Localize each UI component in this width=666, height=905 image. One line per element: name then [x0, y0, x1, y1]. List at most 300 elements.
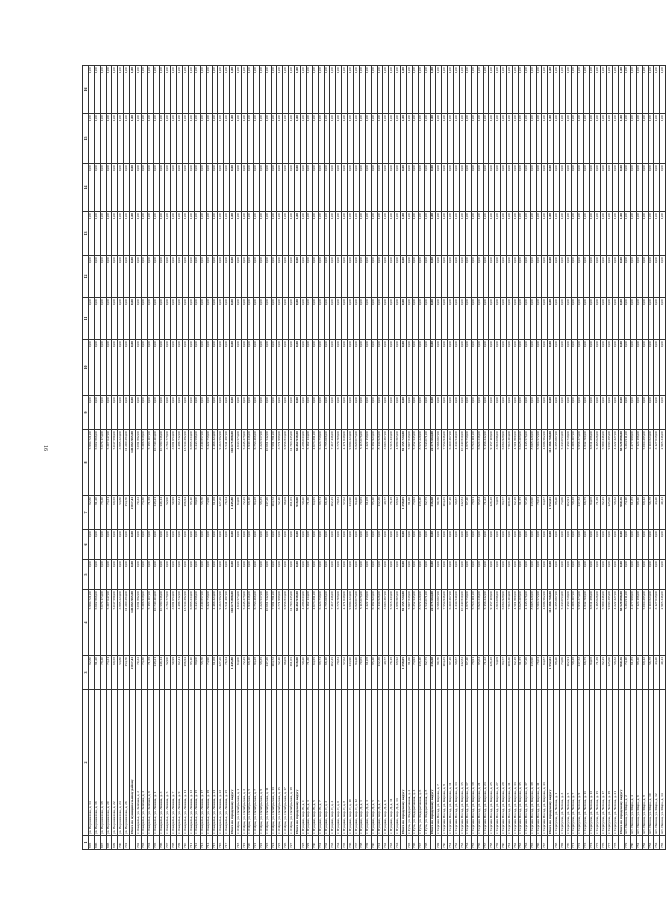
table-cell: 1,00	[247, 212, 253, 256]
table-cell: 154,70	[124, 496, 130, 530]
table-cell: 3 771 998,00	[277, 430, 283, 496]
table-cell: 0,00	[289, 560, 295, 590]
table-cell: 10 730 404,00	[153, 590, 159, 656]
table-cell: 73,93	[412, 496, 418, 530]
table-cell: 94,20	[353, 656, 359, 690]
table-cell: 762	[513, 836, 519, 850]
table-cell: 1,00	[377, 66, 383, 114]
table-cell: 6 924 236,00	[477, 430, 483, 496]
table-cell: 0,00	[524, 396, 530, 430]
table-cell: 88,74	[318, 496, 324, 530]
table-cell: 9 956 373,00	[577, 430, 583, 496]
table-cell: 1,00	[577, 114, 583, 164]
table-cell: 5 115 076,00	[359, 430, 365, 496]
table-cell: 70,65	[359, 496, 365, 530]
table-cell: 1,00	[194, 212, 200, 256]
table-cell: 696	[94, 836, 100, 850]
table-cell: 729	[306, 836, 312, 850]
table-cell: 4 879 759,00	[465, 430, 471, 496]
table-cell: 1,00	[242, 114, 248, 164]
table-cell: 58,32	[613, 496, 619, 530]
table-cell: 64,55	[312, 496, 318, 530]
table-cell: 0,00	[324, 340, 330, 396]
table-cell: 0,00	[624, 340, 630, 396]
table-cell: 0,00	[359, 396, 365, 430]
table-cell: 0,00	[642, 396, 648, 430]
table-cell: 0,00	[560, 340, 566, 396]
table-cell: 0,00	[383, 164, 389, 212]
table-cell: 0,00	[189, 298, 195, 340]
table-cell: 0,00	[448, 530, 454, 560]
table-cell: 148,21	[153, 656, 159, 690]
table-cell: 0,00	[377, 530, 383, 560]
table-cell: 1,00	[542, 114, 548, 164]
table-cell: 59,48	[571, 656, 577, 690]
table-cell: 61,69	[212, 496, 218, 530]
table-cell: 1,00	[542, 212, 548, 256]
table-cell: 112,36	[377, 656, 383, 690]
table-cell: г. Пущино, мкр. В, д. 5	[312, 690, 318, 836]
table-cell: 5 504 572,00	[536, 590, 542, 656]
table-cell: 0,00	[436, 256, 442, 298]
table-cell: 1,00	[566, 114, 572, 164]
table-cell: 0,00	[430, 530, 436, 560]
table-cell: 0,00	[200, 298, 206, 340]
table-cell: 1,00	[342, 212, 348, 256]
table-cell: 1,00	[636, 66, 642, 114]
table-cell: 52,10	[277, 656, 283, 690]
table-cell: 0,00	[295, 396, 301, 430]
table-cell: 1,00	[183, 114, 189, 164]
table-cell: 1,00	[607, 66, 613, 114]
table-cell: 12	[83, 256, 89, 298]
table-cell: 1,00	[200, 114, 206, 164]
table-cell: 0,00	[607, 298, 613, 340]
table-cell: 4 334 540,00	[454, 590, 460, 656]
table-cell: 0,00	[595, 530, 601, 560]
table-cell: 1,00	[295, 114, 301, 164]
table-cell: 9 694 324,00	[348, 430, 354, 496]
table-cell: 0,00	[418, 256, 424, 298]
table-cell: 0,00	[607, 530, 613, 560]
table-cell: 0,00	[401, 256, 407, 298]
table-cell: 79,83	[336, 496, 342, 530]
table-cell: 768	[554, 836, 560, 850]
table-cell: 71,59	[147, 496, 153, 530]
table-cell: 6 602 866,00	[94, 590, 100, 656]
table-cell: 0,00	[471, 164, 477, 212]
table-cell: 4 286 033,00	[300, 590, 306, 656]
table-cell: 0,00	[601, 530, 607, 560]
table-cell: 0,00	[277, 530, 283, 560]
table-cell: 13 534 392,00	[183, 590, 189, 656]
table-cell: 0,00	[224, 530, 230, 560]
table-cell: 1,00	[501, 212, 507, 256]
table-cell: 1,00	[548, 66, 554, 114]
table-cell: 1,00	[118, 212, 124, 256]
table-cell: 0,00	[365, 396, 371, 430]
table-cell: 1,00	[501, 114, 507, 164]
table-cell: 0,00	[595, 298, 601, 340]
table-cell: 1,00	[389, 66, 395, 114]
table-cell: 62,11	[177, 496, 183, 530]
table-cell: 1,00	[289, 66, 295, 114]
table-cell: 0,00	[542, 530, 548, 560]
table-cell: 1,00	[513, 66, 519, 114]
table-cell: 0,00	[583, 530, 589, 560]
table-cell: 0,00	[159, 560, 165, 590]
table-cell: 0,00	[660, 298, 666, 340]
table-cell: 94,08	[589, 496, 595, 530]
table-cell: пгт. Пешки, ул. Мира, д. 6	[636, 690, 642, 836]
table-cell: 0,00	[200, 256, 206, 298]
table-cell: 0,00	[212, 298, 218, 340]
table-cell: 1,00	[518, 66, 524, 114]
table-cell: 3 603 367,00	[383, 430, 389, 496]
table-cell: 4 543 071,00	[424, 590, 430, 656]
table-cell: 5 091 892,00	[136, 430, 142, 496]
table-cell: 6	[83, 530, 89, 560]
table-cell: 1,00	[630, 114, 636, 164]
table-cell: 1,00	[283, 114, 289, 164]
table-cell: 1,00	[171, 66, 177, 114]
table-cell: 0,00	[630, 298, 636, 340]
table-cell: 95,10	[189, 656, 195, 690]
table-cell: 0,00	[642, 298, 648, 340]
table-cell: г. Озёры, ул. Октябрьская, д. 17	[283, 690, 289, 836]
table-cell: 0,00	[571, 560, 577, 590]
table-cell: 5 245 378,00	[242, 590, 248, 656]
table-cell: 104 675 808,00	[230, 430, 236, 496]
table-cell: 0,00	[601, 298, 607, 340]
table-cell: 0,00	[412, 164, 418, 212]
table-cell: 0,00	[412, 256, 418, 298]
table-cell: 0,00	[642, 340, 648, 396]
table-cell: 0,00	[654, 530, 660, 560]
table-cell: 9	[83, 396, 89, 430]
table-cell: 0,00	[295, 256, 301, 298]
table-cell: 0,00	[336, 560, 342, 590]
table-cell: 72,45	[242, 496, 248, 530]
table-cell: 714	[206, 836, 212, 850]
table-cell: 0,00	[554, 298, 560, 340]
table-cell: 0,00	[495, 340, 501, 396]
table-cell: 6 602 866,00	[94, 430, 100, 496]
table-cell: 57,62	[342, 496, 348, 530]
table-cell: пгт. Пешки, ул. Мира, д. 2	[624, 690, 630, 836]
table-cell: 752	[454, 836, 460, 850]
table-cell: 0,00	[224, 396, 230, 430]
table-cell: 0,00	[513, 560, 519, 590]
table-cell: 133,90	[348, 496, 354, 530]
table-cell: ул. Ворошилова, д. 24	[118, 690, 124, 836]
table-cell: 0,00	[601, 164, 607, 212]
table-cell: 1,00	[477, 212, 483, 256]
table-cell: 1,00	[159, 114, 165, 164]
table-cell: 0,00	[306, 164, 312, 212]
table-cell: 0,00	[94, 396, 100, 430]
table-cell: 0,00	[548, 340, 554, 396]
table-cell: 4 879 759,00	[465, 590, 471, 656]
table-cell: 0,00	[242, 340, 248, 396]
table-cell: 0,00	[224, 560, 230, 590]
table-cell: 1,00	[289, 212, 295, 256]
table-cell: 0,00	[583, 340, 589, 396]
table-cell: 0,00	[471, 530, 477, 560]
table-cell: 7 124 186,00	[636, 430, 642, 496]
table-cell: 1,00	[501, 66, 507, 114]
table-cell: г. Руза, ул. Федеративная, д. 2	[406, 690, 412, 836]
table-cell: 0,00	[542, 256, 548, 298]
table-cell: 4 334 540,00	[454, 430, 460, 496]
table-cell: 0,00	[300, 164, 306, 212]
table-cell: 0,00	[406, 340, 412, 396]
table-cell: 1,00	[571, 114, 577, 164]
table-cell: 95,64	[477, 656, 483, 690]
table-cell: 5	[83, 560, 89, 590]
table-cell: 0,00	[265, 256, 271, 298]
table-cell: 0,00	[253, 396, 259, 430]
table-cell: 0,00	[389, 560, 395, 590]
table-cell: 1,00	[353, 212, 359, 256]
table-cell: 0,00	[454, 164, 460, 212]
table-cell: 1,00	[406, 114, 412, 164]
table-cell: 0,00	[513, 340, 519, 396]
table-cell: 6 424 759,00	[318, 430, 324, 496]
table-cell: 3 895 224,00	[118, 590, 124, 656]
table-cell: 1,00	[583, 66, 589, 114]
table-cell: 0,00	[106, 340, 112, 396]
table-cell: 1,00	[536, 66, 542, 114]
table-cell: 53,80	[118, 496, 124, 530]
table-cell: 0,00	[560, 530, 566, 560]
table-cell: 0,00	[477, 256, 483, 298]
table-cell: 0,00	[589, 256, 595, 298]
table-cell: 1,00	[94, 66, 100, 114]
table-cell: 0,00	[489, 340, 495, 396]
table-cell: 1,00	[442, 66, 448, 114]
table-cell: 3 764 778,00	[165, 430, 171, 496]
table-cell: 4 832 700,00	[583, 430, 589, 496]
table-cell: 0,00	[189, 256, 195, 298]
table-cell: 1,00	[507, 212, 513, 256]
table-cell: 1,00	[206, 114, 212, 164]
table-cell: 0,00	[353, 256, 359, 298]
table-cell: 4 696 562,00	[542, 430, 548, 496]
table-cell: 0,00	[342, 298, 348, 340]
table-cell: 0,00	[200, 340, 206, 396]
table-cell: 85,40	[371, 656, 377, 690]
table-cell: 765	[530, 836, 536, 850]
table-cell: 98,40	[636, 656, 642, 690]
table-cell: 0,00	[395, 530, 401, 560]
table-cell: 147,26	[265, 496, 271, 530]
table-cell: 0,00	[619, 396, 625, 430]
table-cell: 0,00	[147, 298, 153, 340]
table-cell: 0,00	[300, 560, 306, 590]
table-cell: 0,00	[501, 340, 507, 396]
table-cell: 70,33	[136, 496, 142, 530]
table-cell: 16	[83, 66, 89, 114]
table-cell: 5 541 497,00	[224, 590, 230, 656]
table-cell: г. Сергиев Посад, ул. Кирова, д. 39	[530, 690, 536, 836]
table-cell: 0,00	[230, 164, 236, 212]
table-cell: 0,00	[636, 340, 642, 396]
table-cell: 783	[648, 836, 654, 850]
table-cell: 4 673 391,00	[312, 590, 318, 656]
table-cell: 0,00	[554, 340, 560, 396]
table-cell: 66,75	[583, 656, 589, 690]
table-cell: 1,00	[524, 212, 530, 256]
table-cell: 161,65	[289, 496, 295, 530]
table-cell: 697	[100, 836, 106, 850]
table-cell: 1,00	[265, 212, 271, 256]
table-cell: 0,00	[230, 298, 236, 340]
table-cell: 1,00	[106, 212, 112, 256]
table-cell: 112 366 768,00	[548, 590, 554, 656]
table-cell: 0,00	[165, 340, 171, 396]
table-cell: 91,20	[94, 496, 100, 530]
table-cell: 0,00	[660, 340, 666, 396]
table-cell: 0,00	[200, 530, 206, 560]
table-cell: 0,00	[389, 298, 395, 340]
table-cell: 719	[242, 836, 248, 850]
table-cell: 0,00	[448, 396, 454, 430]
table-cell: ул. Ворошилова, д. 22	[112, 690, 118, 836]
table-cell: 0,00	[100, 340, 106, 396]
table-cell: 0,00	[324, 256, 330, 298]
table-cell: 1,00	[548, 212, 554, 256]
table-cell: 1,00	[136, 114, 142, 164]
table-cell: 7 417 436,00	[330, 430, 336, 496]
table-cell: 0,00	[548, 396, 554, 430]
table-cell: 1,00	[141, 114, 147, 164]
table-cell: 4 222 327,00	[613, 590, 619, 656]
table-cell: 57,26	[524, 656, 530, 690]
table-cell: пгт. Пешки, ул. Мира, д. 12	[654, 690, 660, 836]
table-cell: 0,00	[483, 298, 489, 340]
table-cell: 0,00	[359, 530, 365, 560]
table-cell: 1 552,01	[548, 656, 554, 690]
table-cell: 0,00	[595, 164, 601, 212]
table-cell: 741	[377, 836, 383, 850]
table-cell: 0,00	[265, 530, 271, 560]
table-cell: 0,00	[106, 164, 112, 212]
table-cell: ул. Ворошилова, д. 18	[100, 690, 106, 836]
table-cell: г. Пущино, мкр. В, д. 1	[300, 690, 306, 836]
table-cell: 6 443 596,00	[194, 590, 200, 656]
table-cell: 0,00	[247, 298, 253, 340]
table-cell: 0,00	[147, 256, 153, 298]
table-cell: 40,13	[660, 496, 666, 530]
table-cell: 731	[318, 836, 324, 850]
table-cell: 0,00	[94, 256, 100, 298]
table-cell: 755	[471, 836, 477, 850]
table-cell: 62,75	[424, 656, 430, 690]
table-cell: г. Серпухов, ул. Чехова, д. 5	[566, 690, 572, 836]
table-cell: г. Ожерелье, ул. Ленина, д. 9	[177, 690, 183, 836]
table-cell: 24 375 664,00	[430, 590, 436, 656]
table-cell: 1,00	[401, 212, 407, 256]
table-cell: 1,00	[471, 114, 477, 164]
table-cell: 0,00	[189, 560, 195, 590]
table-cell: 0,00	[112, 560, 118, 590]
table-cell: 5 994 721,00	[88, 590, 94, 656]
table-cell: 1,00	[177, 114, 183, 164]
table-cell: г. Озёры, ул. Октябрьская, д. 7	[253, 690, 259, 836]
table-cell: 1,00	[106, 114, 112, 164]
table-cell: 0,00	[194, 340, 200, 396]
table-cell: 0,00	[359, 256, 365, 298]
table-cell: 0,00	[430, 560, 436, 590]
table-cell: 1,00	[489, 114, 495, 164]
table-cell: 0,00	[336, 256, 342, 298]
table-cell: 89,00	[194, 496, 200, 530]
table-cell: 0,00	[501, 164, 507, 212]
table-cell: 0,00	[259, 256, 265, 298]
table-cell: 0,00	[153, 340, 159, 396]
table-cell: 0,00	[147, 340, 153, 396]
table-cell: 0,00	[312, 530, 318, 560]
table-cell: 1,00	[401, 66, 407, 114]
table-cell: 0,00	[124, 256, 130, 298]
table-cell: 73,30	[141, 496, 147, 530]
table-cell: 1,00	[224, 212, 230, 256]
table-cell: 7 450 719,00	[566, 590, 572, 656]
table-cell: 4 306 307,00	[571, 430, 577, 496]
table-cell: 0,00	[624, 530, 630, 560]
table-cell: г. Озёры, ул. Октябрьская, д. 19	[289, 690, 295, 836]
table-cell: 0,00	[277, 256, 283, 298]
table-cell: 0,00	[371, 560, 377, 590]
table-cell: 0,00	[589, 340, 595, 396]
table-cell: 4 222 327,00	[613, 430, 619, 496]
table-cell: 718	[236, 836, 242, 850]
table-cell: 0,00	[595, 256, 601, 298]
table-cell: 3 771 998,00	[277, 590, 283, 656]
table-cell: 1,00	[495, 66, 501, 114]
table-cell: 0,00	[412, 340, 418, 396]
table-cell: 10 580 536,00	[159, 590, 165, 656]
table-cell: 0,00	[295, 164, 301, 212]
table-cell: 0,00	[306, 256, 312, 298]
table-cell: 5 306 919,00	[141, 590, 147, 656]
table-cell: 0,00	[153, 396, 159, 430]
table-cell: 1,00	[312, 114, 318, 164]
table-cell: 78,40	[100, 496, 106, 530]
table-cell: 1,00	[206, 66, 212, 114]
table-cell: 64,00	[236, 656, 242, 690]
table-cell: 5 422 758,00	[206, 590, 212, 656]
table-cell: 0,00	[477, 164, 483, 212]
table-cell: 1,00	[312, 212, 318, 256]
table-cell: 6 182 923,00	[371, 590, 377, 656]
table-cell: 0,00	[253, 256, 259, 298]
table-cell: 0,00	[554, 164, 560, 212]
table-cell: 109,30	[507, 656, 513, 690]
table-cell: 112 366 768,00	[548, 430, 554, 496]
table-cell: 1,00	[371, 212, 377, 256]
table-cell: 0,00	[106, 298, 112, 340]
table-cell: 0,00	[465, 560, 471, 590]
table-cell: 3 603 367,00	[383, 590, 389, 656]
table-cell: 0,00	[642, 560, 648, 590]
table-cell: 6 310 367,00	[448, 430, 454, 496]
table-cell: г. Ожерелье, ул. Ленина, д. 13	[189, 690, 195, 836]
table-cell: 87,16	[448, 496, 454, 530]
table-cell: 1,00	[471, 66, 477, 114]
table-cell: 5 156 342,00	[483, 590, 489, 656]
